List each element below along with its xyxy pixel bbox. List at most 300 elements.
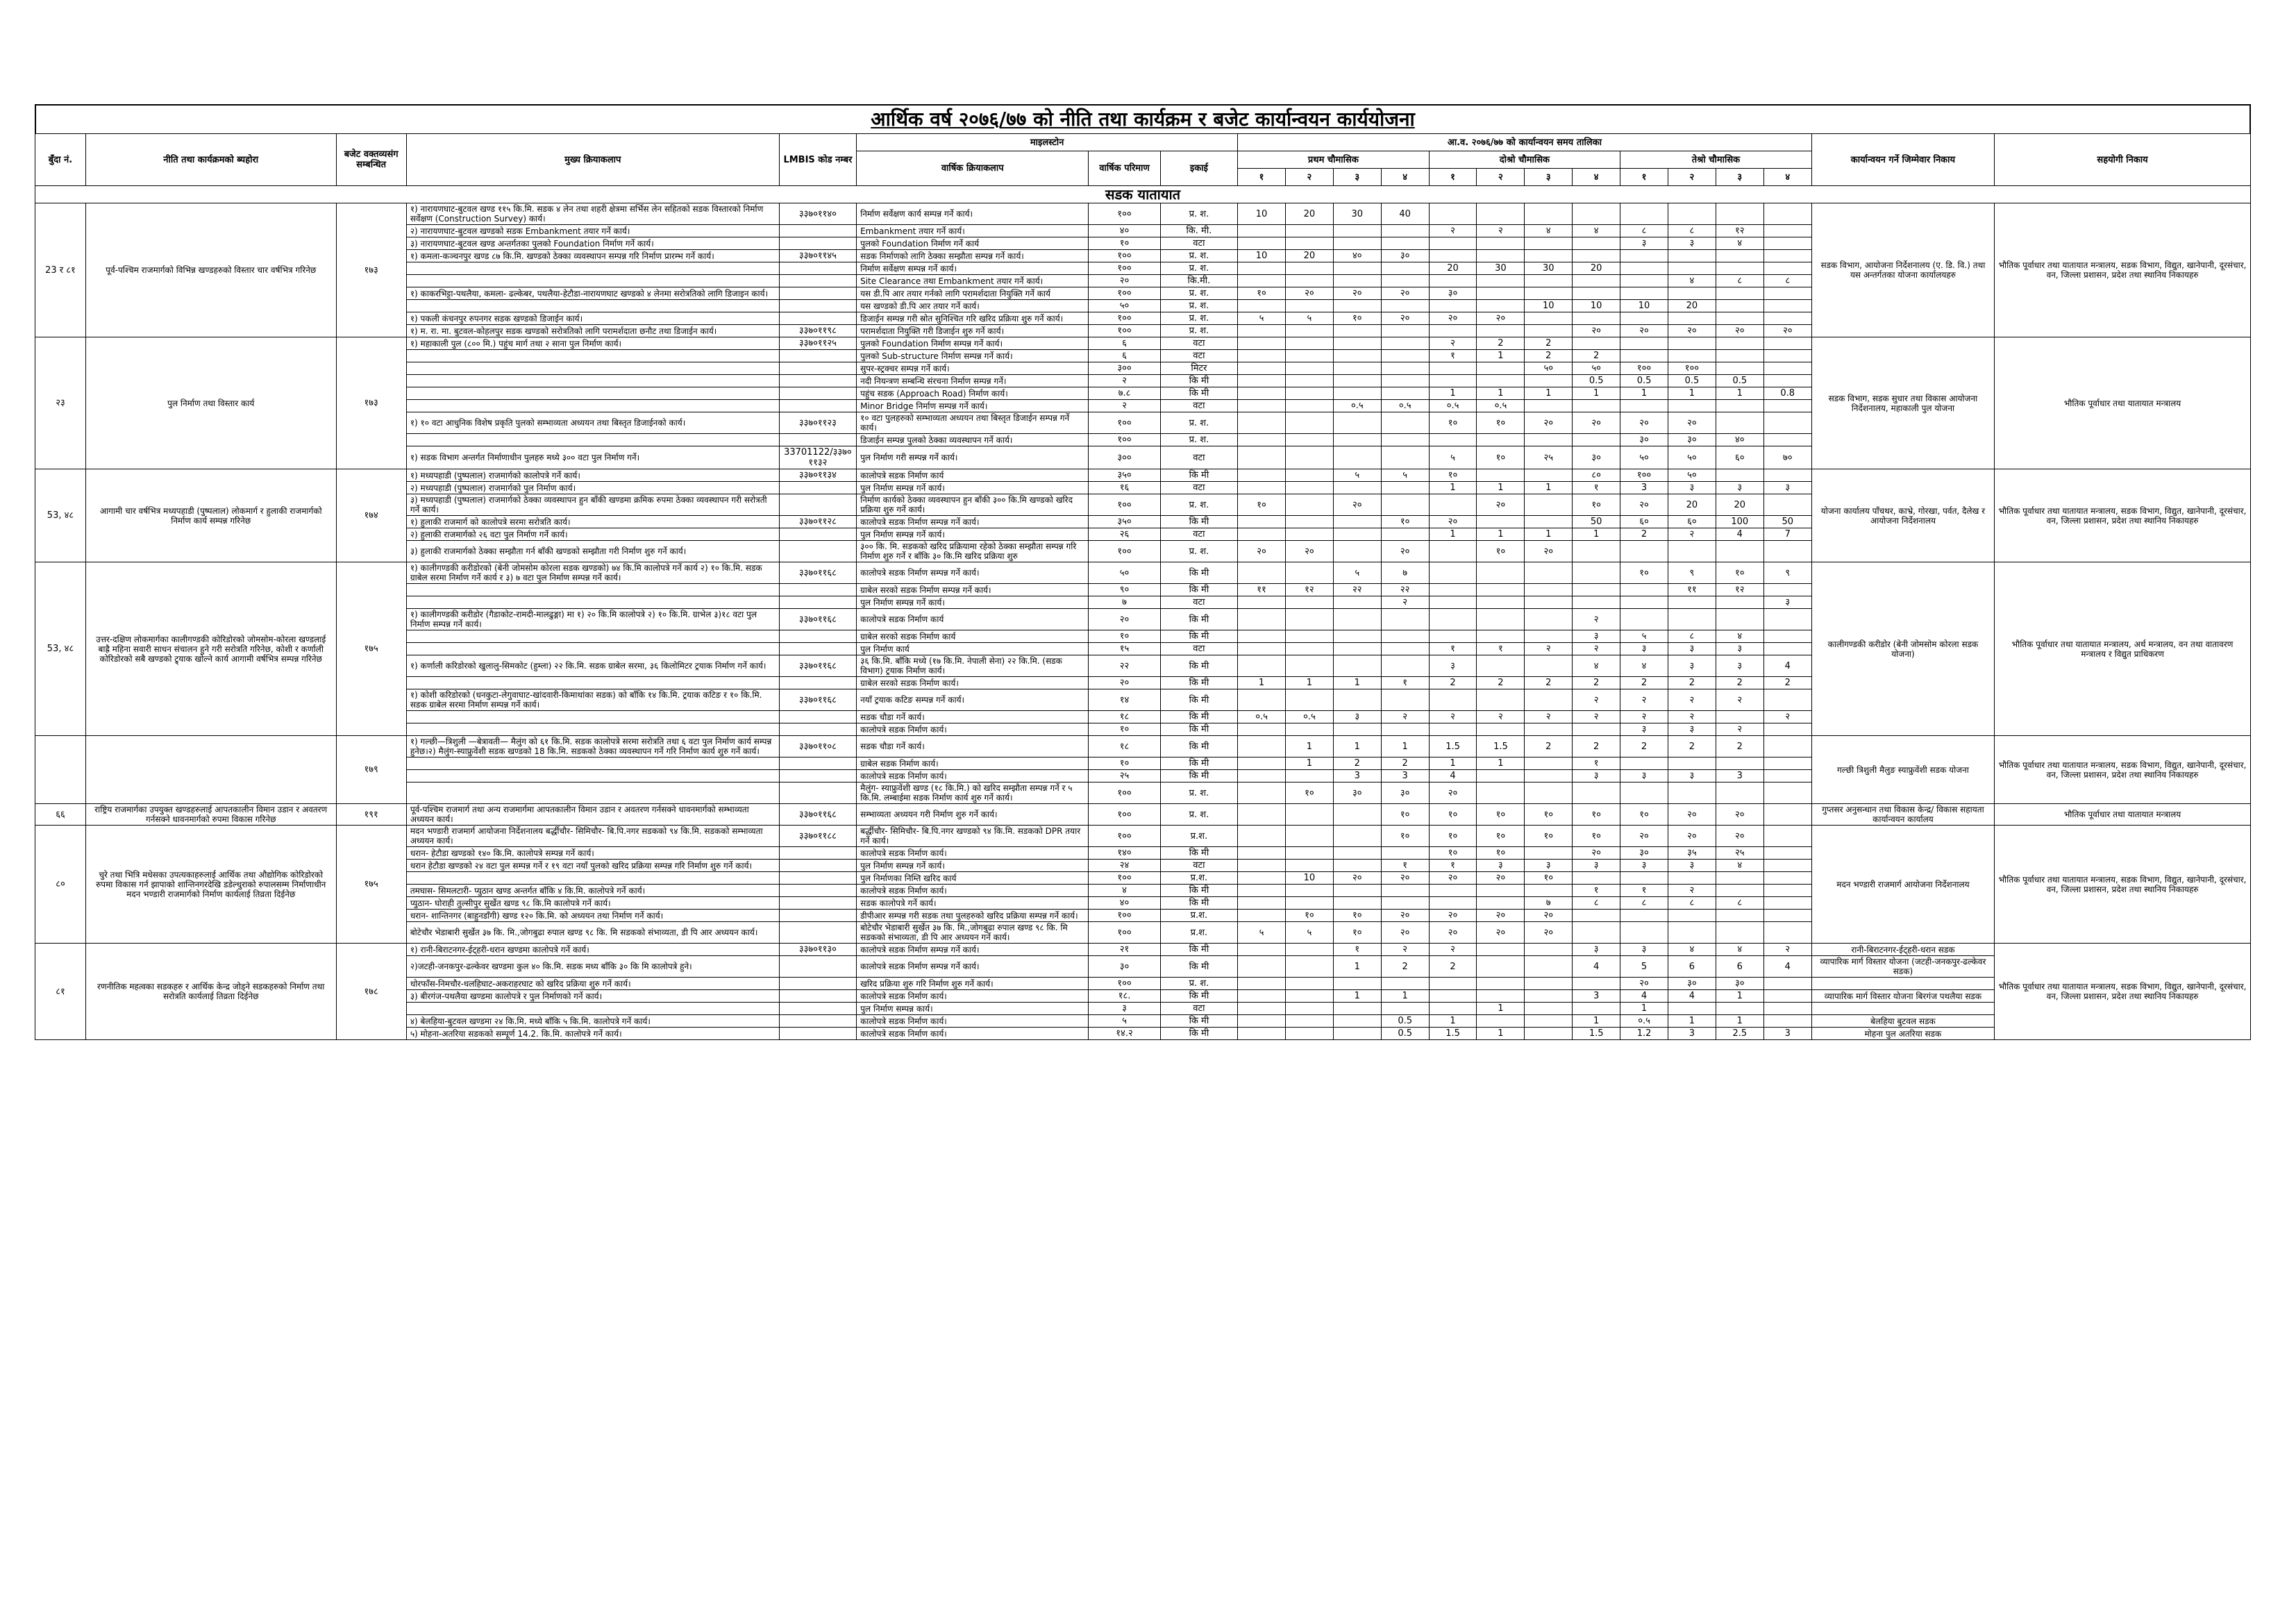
milestone-activity-cell: नयाँ ट्रयाक कटिङ सम्पन्न गर्ने कार्य। bbox=[857, 689, 1089, 711]
lmbis-code-cell bbox=[779, 1015, 856, 1028]
activity-cell: १) पकली कंचनपुर रुपनगर सडक खण्डको डिजाईन कार्य। bbox=[406, 312, 779, 325]
unit-cell: कि मी bbox=[1160, 469, 1237, 482]
schedule-cell: 2 bbox=[1668, 736, 1716, 757]
milestone-activity-cell: बर्द्धीचौर- सिमिचौर- बि.पि.नगर खण्डको ९४ कि.मि. सडकको DPR तयार गर्ने कार्य। bbox=[857, 826, 1089, 847]
schedule-cell: 20 bbox=[1429, 262, 1477, 275]
schedule-cell: 1 bbox=[1285, 736, 1333, 757]
schedule-cell bbox=[1620, 350, 1668, 362]
milestone-activity-cell: ३६ कि.मि. बाँकि मध्ये (१७ कि.मि. नेपाली सेना) २२ कि.मि. (सडक विभाग) ट्रयाक निर्माण कार्य। bbox=[857, 655, 1089, 677]
milestone-activity-cell: पहुंच सडक (Approach Road) निर्माण कार्य। bbox=[857, 387, 1089, 400]
milestone-activity-cell: नदी नियन्त्रण सम्बन्धि संरचना निर्माण सम्पन्न गर्ने। bbox=[857, 375, 1089, 387]
action-plan-table bbox=[35, 133, 2251, 1040]
activity-cell: १) रानी-बिराटनगर-ईट्हरी-धरान खण्डमा कालोपत्रे गर्ने कार्य। bbox=[406, 944, 779, 956]
schedule-cell bbox=[1525, 250, 1573, 262]
schedule-cell bbox=[1716, 287, 1763, 300]
milestone-activity-cell: Minor Bridge निर्माण सम्पन्न गर्ने कार्य। bbox=[857, 400, 1089, 412]
milestone-activity-cell: सडक चौडा गर्ने कार्य। bbox=[857, 736, 1089, 757]
schedule-cell: २ bbox=[1429, 944, 1477, 956]
schedule-cell bbox=[1429, 897, 1477, 910]
schedule-cell: २ bbox=[1429, 711, 1477, 723]
schedule-cell: ८ bbox=[1716, 897, 1763, 910]
schedule-cell bbox=[1285, 643, 1333, 655]
schedule-cell bbox=[1381, 300, 1429, 312]
schedule-cell bbox=[1525, 689, 1573, 711]
schedule-cell bbox=[1285, 237, 1333, 250]
schedule-cell bbox=[1525, 469, 1573, 482]
schedule-cell: 20 bbox=[1668, 494, 1716, 516]
schedule-cell bbox=[1381, 689, 1429, 711]
schedule-cell bbox=[1477, 978, 1525, 990]
schedule-cell: 1 bbox=[1668, 387, 1716, 400]
schedule-cell: 0.5 bbox=[1381, 1028, 1429, 1040]
schedule-cell: २ bbox=[1477, 225, 1525, 237]
schedule-cell bbox=[1429, 609, 1477, 630]
activity-cell bbox=[406, 362, 779, 375]
schedule-cell bbox=[1238, 275, 1286, 287]
schedule-cell: ३ bbox=[1620, 643, 1668, 655]
schedule-cell bbox=[1763, 723, 1811, 736]
schedule-cell bbox=[1477, 897, 1525, 910]
schedule-cell bbox=[1763, 287, 1811, 300]
schedule-cell: ३ bbox=[1716, 482, 1763, 494]
activity-cell bbox=[406, 630, 779, 643]
table-row bbox=[35, 826, 2251, 847]
unit-cell: कि मी bbox=[1160, 736, 1237, 757]
schedule-cell bbox=[1238, 885, 1286, 897]
budget-ref-cell: १७३ bbox=[336, 337, 406, 469]
schedule-cell: ०.५ bbox=[1477, 400, 1525, 412]
unit-cell: कि मी bbox=[1160, 1015, 1237, 1028]
schedule-cell: २० bbox=[1668, 412, 1716, 434]
lmbis-code-cell bbox=[779, 494, 856, 516]
schedule-cell: 1 bbox=[1477, 482, 1525, 494]
schedule-cell bbox=[1477, 770, 1525, 782]
annual-qty-cell: २२ bbox=[1089, 655, 1160, 677]
annual-qty-cell: १०० bbox=[1089, 910, 1160, 922]
schedule-cell: ३ bbox=[1668, 860, 1716, 872]
schedule-cell: 1 bbox=[1429, 387, 1477, 400]
month-cell: ४ bbox=[1573, 169, 1620, 186]
activity-cell: धोरफाँस-निमचौर-धलहिघाट-अकराहरघाट को खरिद प्रक्रिया शुरु गर्ने कार्य। bbox=[406, 978, 779, 990]
annual-qty-cell: २४ bbox=[1089, 860, 1160, 872]
schedule-cell bbox=[1573, 275, 1620, 287]
schedule-cell bbox=[1620, 541, 1668, 562]
lmbis-code-cell bbox=[779, 375, 856, 387]
schedule-cell: १ bbox=[1573, 757, 1620, 770]
lmbis-code-cell bbox=[779, 847, 856, 860]
policy-cell: राष्ट्रिय राजमार्गका उपयुक्त खण्डहरुलाई आपतकालीन विमान उडान र अवतरण गर्नसक्ने धावनमार्गको रुपमा विकास गरिनेछ bbox=[85, 804, 336, 826]
schedule-cell: 10 bbox=[1620, 300, 1668, 312]
milestone-activity-cell: ग्राबेल सरको सडक निर्माण कार्य bbox=[857, 630, 1089, 643]
schedule-cell bbox=[1333, 643, 1381, 655]
schedule-cell bbox=[1381, 655, 1429, 677]
schedule-cell bbox=[1429, 584, 1477, 596]
support-agency-cell: भौतिक पूर्वाधार तथा यातायात मन्त्रालय, अर्थ मन्त्रालय, वन तथा वातावरण मन्त्रालय र विद्युत प्राधिकरण bbox=[1995, 562, 2251, 736]
schedule-cell bbox=[1477, 287, 1525, 300]
activity-cell: १) काकरभिट्टा-पथलैया, कमला- ढल्केबर, पथलैया-हेटौडा-नारायणघाट खण्डको ४ लेनमा सरोत्रतिको लागि डिजाइन कार्य। bbox=[406, 287, 779, 300]
schedule-cell: ८ bbox=[1668, 897, 1716, 910]
milestone-activity-cell: डीपीआर सम्पन्न गरी सडक तथा पुलहरुको खरिद प्रक्रिया सम्पन्न गर्ने कार्य। bbox=[857, 910, 1089, 922]
schedule-cell: १० bbox=[1620, 562, 1668, 584]
annual-qty-cell: २० bbox=[1089, 677, 1160, 689]
schedule-cell bbox=[1381, 337, 1429, 350]
schedule-cell: ३ bbox=[1668, 723, 1716, 736]
schedule-cell bbox=[1716, 400, 1763, 412]
annual-qty-cell: १० bbox=[1089, 630, 1160, 643]
policy-cell: रणनीतिक महत्वका सडकहरु र आर्थिक केन्द्र जोड्ने सडकहरुको निर्माण तथा सरोत्रति कार्यलाई तिव्रता दिईनेछ bbox=[85, 944, 336, 1040]
schedule-cell bbox=[1716, 596, 1763, 609]
schedule-cell bbox=[1285, 446, 1333, 469]
unit-cell: प्र. श. bbox=[1160, 312, 1237, 325]
annual-qty-cell: १०० bbox=[1089, 826, 1160, 847]
schedule-cell bbox=[1238, 609, 1286, 630]
schedule-cell bbox=[1763, 782, 1811, 804]
schedule-cell: 6 bbox=[1668, 956, 1716, 978]
milestone-activity-cell: सम्भाव्यता अध्ययन गरी निर्माण शुरु गर्ने कार्य। bbox=[857, 804, 1089, 826]
schedule-cell bbox=[1763, 300, 1811, 312]
month-cell: २ bbox=[1285, 169, 1333, 186]
lmbis-code-cell bbox=[779, 885, 856, 897]
lmbis-code-cell bbox=[779, 723, 856, 736]
schedule-cell: १०० bbox=[1620, 362, 1668, 375]
schedule-cell: १ bbox=[1381, 860, 1429, 872]
schedule-cell bbox=[1285, 1015, 1333, 1028]
lmbis-code-cell bbox=[779, 362, 856, 375]
schedule-cell bbox=[1429, 689, 1477, 711]
schedule-cell: १० bbox=[1238, 287, 1286, 300]
unit-cell: प्र. श. bbox=[1160, 250, 1237, 262]
schedule-cell: १ bbox=[1333, 944, 1381, 956]
schedule-cell: १० bbox=[1333, 910, 1381, 922]
unit-cell: वटा bbox=[1160, 482, 1237, 494]
schedule-cell bbox=[1525, 287, 1573, 300]
annual-qty-cell: ७.८ bbox=[1089, 387, 1160, 400]
schedule-cell: २० bbox=[1525, 922, 1573, 944]
schedule-cell bbox=[1429, 990, 1477, 1003]
unit-cell: प्र.श. bbox=[1160, 872, 1237, 885]
schedule-cell: 2 bbox=[1477, 337, 1525, 350]
schedule-cell: २० bbox=[1668, 826, 1716, 847]
schedule-cell: ५ bbox=[1333, 469, 1381, 482]
schedule-cell: 0.5 bbox=[1668, 375, 1716, 387]
schedule-cell: ०.५ bbox=[1381, 400, 1429, 412]
annual-qty-cell: ५० bbox=[1089, 562, 1160, 584]
schedule-cell bbox=[1763, 203, 1811, 225]
responsible-agency-cell: सडक विभाग, सडक सुधार तथा विकास आयोजना निर्देशनालय, महाकाली पुल योजना bbox=[1811, 337, 1994, 469]
responsible-agency-cell: बेलहिया बुटवल सडक bbox=[1811, 1015, 1994, 1028]
schedule-cell: ३ bbox=[1525, 860, 1573, 872]
activity-cell: १) कमला-कञ्चनपुर खण्ड ८७ कि.मि. खण्डको ठेक्का व्यवस्थापन सम्पन्न गरि निर्माण प्रारम्भ गर्ने कार्य। bbox=[406, 250, 779, 262]
activity-cell bbox=[406, 677, 779, 689]
schedule-cell bbox=[1477, 782, 1525, 804]
annual-qty-cell: १०० bbox=[1089, 541, 1160, 562]
schedule-cell bbox=[1477, 609, 1525, 630]
unit-cell: कि मी bbox=[1160, 516, 1237, 528]
schedule-cell: ३ bbox=[1573, 630, 1620, 643]
schedule-cell: १० bbox=[1477, 804, 1525, 826]
lmbis-code-cell bbox=[779, 584, 856, 596]
schedule-cell bbox=[1381, 482, 1429, 494]
annual-qty-cell: ४० bbox=[1089, 897, 1160, 910]
schedule-cell bbox=[1525, 944, 1573, 956]
point-number-cell bbox=[35, 736, 86, 804]
schedule-cell bbox=[1333, 596, 1381, 609]
schedule-cell bbox=[1620, 287, 1668, 300]
schedule-cell: 30 bbox=[1525, 262, 1573, 275]
schedule-cell bbox=[1716, 262, 1763, 275]
support-agency-cell: भौतिक पूर्वाधार तथा यातायात मन्त्रालय, सडक विभाग, विद्युत, खानेपानी, दूरसंचार, वन, जिल्ला प्रशासन, प्रदेश तथा स्थानिय निकायहरु bbox=[1995, 203, 2251, 337]
schedule-cell: १ bbox=[1381, 677, 1429, 689]
schedule-cell bbox=[1716, 203, 1763, 225]
schedule-cell bbox=[1716, 782, 1763, 804]
budget-ref-cell: १७९ bbox=[336, 736, 406, 804]
unit-cell: कि मी bbox=[1160, 387, 1237, 400]
lmbis-code-cell bbox=[779, 482, 856, 494]
schedule-cell: 20 bbox=[1716, 494, 1763, 516]
annual-qty-cell: १०० bbox=[1089, 325, 1160, 337]
schedule-cell bbox=[1285, 494, 1333, 516]
schedule-cell: ११ bbox=[1668, 584, 1716, 596]
schedule-cell bbox=[1333, 300, 1381, 312]
schedule-cell: २ bbox=[1381, 711, 1429, 723]
header-unit: इकाई bbox=[1160, 151, 1237, 186]
schedule-cell bbox=[1238, 804, 1286, 826]
schedule-cell: २० bbox=[1716, 826, 1763, 847]
responsible-agency-cell: गल्छी त्रिशुली मैलुङ स्याफ्रुवेंशी सडक योजना bbox=[1811, 736, 1994, 804]
milestone-activity-cell: ग्राबेल सरको सडक निर्माण कार्य। bbox=[857, 677, 1089, 689]
table-row bbox=[35, 203, 2251, 225]
schedule-cell bbox=[1620, 596, 1668, 609]
schedule-cell: 3 bbox=[1716, 770, 1763, 782]
schedule-cell: ८ bbox=[1620, 225, 1668, 237]
activity-cell bbox=[406, 300, 779, 312]
header-annual-qty: वार्षिक परिमाण bbox=[1089, 151, 1160, 186]
milestone-activity-cell: कालोपत्रे सडक निर्माण कार्य। bbox=[857, 885, 1089, 897]
schedule-cell bbox=[1285, 434, 1333, 446]
policy-cell: पुल निर्माण तथा विस्तार कार्य bbox=[85, 337, 336, 469]
annual-qty-cell: १४.२ bbox=[1089, 1028, 1160, 1040]
annual-qty-cell: ३५० bbox=[1089, 469, 1160, 482]
lmbis-code-cell bbox=[779, 300, 856, 312]
schedule-cell bbox=[1381, 494, 1429, 516]
schedule-cell bbox=[1381, 885, 1429, 897]
schedule-cell bbox=[1525, 1028, 1573, 1040]
annual-qty-cell: १८. bbox=[1089, 990, 1160, 1003]
title-box bbox=[35, 104, 2251, 133]
responsible-agency-cell: मोहना पुल अतरिया सडक bbox=[1811, 1028, 1994, 1040]
schedule-cell: २० bbox=[1333, 872, 1381, 885]
schedule-cell bbox=[1333, 350, 1381, 362]
schedule-cell bbox=[1477, 375, 1525, 387]
schedule-cell bbox=[1525, 770, 1573, 782]
schedule-cell: १०० bbox=[1620, 469, 1668, 482]
annual-qty-cell: १०० bbox=[1089, 872, 1160, 885]
schedule-cell bbox=[1716, 910, 1763, 922]
schedule-cell: 1 bbox=[1525, 387, 1573, 400]
schedule-cell: ८० bbox=[1573, 469, 1620, 482]
schedule-cell bbox=[1573, 237, 1620, 250]
schedule-cell: 2 bbox=[1668, 677, 1716, 689]
schedule-cell bbox=[1668, 922, 1716, 944]
schedule-cell: ३० bbox=[1668, 978, 1716, 990]
annual-qty-cell: १०० bbox=[1089, 494, 1160, 516]
milestone-activity-cell: डिजाईन सम्पन्न पुलको ठेक्का व्यवस्थापन गर्ने कार्य। bbox=[857, 434, 1089, 446]
milestone-activity-cell: कालोपत्रे सडक निर्माण सम्पन्न गर्ने कार्य। bbox=[857, 956, 1089, 978]
month-cell: ३ bbox=[1716, 169, 1763, 186]
schedule-cell: 1 bbox=[1429, 528, 1477, 541]
schedule-cell: १० bbox=[1333, 922, 1381, 944]
schedule-cell: 2 bbox=[1525, 337, 1573, 350]
unit-cell: प्र. श. bbox=[1160, 494, 1237, 516]
schedule-cell bbox=[1429, 541, 1477, 562]
unit-cell: वटा bbox=[1160, 337, 1237, 350]
schedule-cell: 2 bbox=[1525, 736, 1573, 757]
milestone-activity-cell: कालोपत्रे सडक निर्माण कार्य bbox=[857, 609, 1089, 630]
milestone-activity-cell: पुलको Sub-structure निर्माण सम्पन्न गर्ने कार्य। bbox=[857, 350, 1089, 362]
schedule-cell bbox=[1238, 897, 1286, 910]
schedule-cell: २ bbox=[1716, 723, 1763, 736]
schedule-cell bbox=[1285, 325, 1333, 337]
schedule-cell bbox=[1381, 237, 1429, 250]
schedule-cell: २० bbox=[1381, 872, 1429, 885]
schedule-cell bbox=[1381, 362, 1429, 375]
schedule-cell bbox=[1238, 337, 1286, 350]
schedule-cell: 1 bbox=[1620, 387, 1668, 400]
unit-cell: प्र.श. bbox=[1160, 826, 1237, 847]
schedule-cell bbox=[1429, 237, 1477, 250]
activity-cell: ३) नारायणघाट-बुटवल खण्ड अन्तर्गतका पुलको Foundation निर्माण गर्ने कार्य। bbox=[406, 237, 779, 250]
activity-cell bbox=[406, 596, 779, 609]
policy-cell: आगामी चार वर्षभित्र मध्यपहाडी (पुष्पलाल) लोकमार्ग र हुलाकी राजमार्गको निर्माण कार्य सम्पन्न गरिनेछ bbox=[85, 469, 336, 562]
schedule-cell bbox=[1285, 1003, 1333, 1015]
milestone-activity-cell: कालोपत्रे सडक निर्माण सम्पन्न गर्ने कार्य। bbox=[857, 944, 1089, 956]
schedule-cell bbox=[1333, 446, 1381, 469]
schedule-cell: २ bbox=[1573, 689, 1620, 711]
support-agency-cell: भौतिक पूर्वाधार तथा यातायात मन्त्रालय bbox=[1995, 337, 2251, 469]
schedule-cell bbox=[1285, 275, 1333, 287]
schedule-cell: 1 bbox=[1429, 482, 1477, 494]
milestone-activity-cell: कालोपत्रे सडक निर्माण कार्य। bbox=[857, 847, 1089, 860]
lmbis-code-cell bbox=[779, 978, 856, 990]
schedule-cell: ५ bbox=[1381, 469, 1429, 482]
schedule-cell: 1.5 bbox=[1573, 1028, 1620, 1040]
schedule-cell bbox=[1573, 562, 1620, 584]
schedule-cell: 4 bbox=[1573, 956, 1620, 978]
lmbis-code-cell: 33701122/३३७०११३२ bbox=[779, 446, 856, 469]
activity-cell: १) १० वटा आधुनिक विशेष प्रकृति पुलको सम्भाव्यता अध्ययन तथा बिस्तृत डिजाईनको कार्य। bbox=[406, 412, 779, 434]
lmbis-code-cell bbox=[779, 596, 856, 609]
schedule-cell bbox=[1429, 562, 1477, 584]
schedule-cell bbox=[1477, 203, 1525, 225]
unit-cell: कि मी bbox=[1160, 584, 1237, 596]
activity-cell: ३) बीरगंज-पथलैया खण्डमा कालोपत्रे र पुल निर्माणको गर्ने कार्य। bbox=[406, 990, 779, 1003]
responsible-agency-cell: कालीगण्डकी करीडोर (बेनी जोमसोम कोरला सडक योजना) bbox=[1811, 562, 1994, 736]
lmbis-code-cell bbox=[779, 757, 856, 770]
schedule-cell: ४ bbox=[1620, 655, 1668, 677]
schedule-cell bbox=[1429, 203, 1477, 225]
schedule-cell: ३ bbox=[1333, 711, 1381, 723]
table-row bbox=[35, 337, 2251, 350]
schedule-cell bbox=[1285, 723, 1333, 736]
annual-qty-cell: ९० bbox=[1089, 584, 1160, 596]
schedule-cell: १ bbox=[1429, 643, 1477, 655]
schedule-cell: २ bbox=[1668, 711, 1716, 723]
schedule-cell bbox=[1620, 872, 1668, 885]
schedule-cell: 6 bbox=[1716, 956, 1763, 978]
schedule-cell: 30 bbox=[1333, 203, 1381, 225]
schedule-cell: ६० bbox=[1668, 516, 1716, 528]
schedule-cell: 2 bbox=[1429, 677, 1477, 689]
schedule-cell: ४ bbox=[1573, 225, 1620, 237]
activity-cell: पूर्व-पश्चिम राजमार्ग तथा अन्य राजमार्गमा आपतकालीन विमान उडान र अवतरण गर्नसक्ने धावनमार्गको सम्भाव्यता अध्ययन कार्य। bbox=[406, 804, 779, 826]
schedule-cell bbox=[1763, 350, 1811, 362]
annual-qty-cell: ३०० bbox=[1089, 446, 1160, 469]
schedule-cell bbox=[1477, 944, 1525, 956]
activity-cell: २) मध्यपहाडी (पुष्पलाल) राजमार्गको पुल निर्माण कार्य। bbox=[406, 482, 779, 494]
schedule-cell: 20 bbox=[1285, 250, 1333, 262]
schedule-cell: 1 bbox=[1429, 757, 1477, 770]
schedule-cell bbox=[1285, 400, 1333, 412]
schedule-cell bbox=[1763, 225, 1811, 237]
schedule-cell: 0.5 bbox=[1573, 375, 1620, 387]
schedule-cell: 2 bbox=[1573, 350, 1620, 362]
schedule-cell bbox=[1285, 596, 1333, 609]
schedule-cell: ४ bbox=[1525, 225, 1573, 237]
milestone-activity-cell: यस डी.पि आर तयार गर्नको लागि परामर्शदाता नियुक्ति गर्ने कार्य bbox=[857, 287, 1089, 300]
schedule-cell bbox=[1525, 203, 1573, 225]
annual-qty-cell: १६ bbox=[1089, 482, 1160, 494]
schedule-cell bbox=[1763, 826, 1811, 847]
schedule-cell bbox=[1620, 922, 1668, 944]
schedule-cell: 2 bbox=[1620, 736, 1668, 757]
schedule-cell: ४ bbox=[1573, 655, 1620, 677]
schedule-cell bbox=[1763, 400, 1811, 412]
milestone-activity-cell: पुलको Foundation निर्माण सम्पन्न गर्ने कार्य। bbox=[857, 337, 1089, 350]
schedule-cell: 5 bbox=[1620, 956, 1668, 978]
schedule-cell: १० bbox=[1620, 804, 1668, 826]
schedule-cell: 100 bbox=[1716, 516, 1763, 528]
schedule-cell bbox=[1285, 885, 1333, 897]
schedule-cell: २० bbox=[1285, 287, 1333, 300]
schedule-cell bbox=[1477, 596, 1525, 609]
milestone-activity-cell: ग्राबेल सरको सडक निर्माण सम्पन्न गर्ने कार्य। bbox=[857, 584, 1089, 596]
schedule-cell: ०.५ bbox=[1429, 400, 1477, 412]
activity-cell: १) कालीगण्डकी करीडोर (गैडाकोट-रामदी-मालढुङ्गा) मा १) २० कि.मि कालोपत्रे २) १० कि.मि. ग्राभेल ३)१८ वटा पुल निर्माण सम्पन्न गर्ने कार्य। bbox=[406, 609, 779, 630]
schedule-cell: ४ bbox=[1716, 860, 1763, 872]
schedule-cell bbox=[1381, 446, 1429, 469]
schedule-cell bbox=[1429, 596, 1477, 609]
schedule-cell: २० bbox=[1620, 494, 1668, 516]
schedule-cell bbox=[1525, 516, 1573, 528]
schedule-cell: ३ bbox=[1668, 655, 1716, 677]
schedule-cell: 0.5 bbox=[1716, 375, 1763, 387]
lmbis-code-cell bbox=[779, 1003, 856, 1015]
unit-cell: कि.मी. bbox=[1160, 275, 1237, 287]
schedule-cell bbox=[1477, 300, 1525, 312]
schedule-cell bbox=[1429, 250, 1477, 262]
schedule-cell bbox=[1668, 400, 1716, 412]
schedule-cell: ०.५ bbox=[1285, 711, 1333, 723]
schedule-cell: १० bbox=[1381, 804, 1429, 826]
schedule-cell bbox=[1238, 990, 1286, 1003]
milestone-activity-cell: सडक निर्माणको लागि ठेक्का सम्झौता सम्पन्न गर्ने कार्य। bbox=[857, 250, 1089, 262]
schedule-cell: १० bbox=[1381, 516, 1429, 528]
schedule-cell bbox=[1333, 897, 1381, 910]
schedule-cell bbox=[1573, 723, 1620, 736]
schedule-cell bbox=[1668, 609, 1716, 630]
schedule-cell bbox=[1381, 375, 1429, 387]
schedule-cell: १० bbox=[1238, 494, 1286, 516]
